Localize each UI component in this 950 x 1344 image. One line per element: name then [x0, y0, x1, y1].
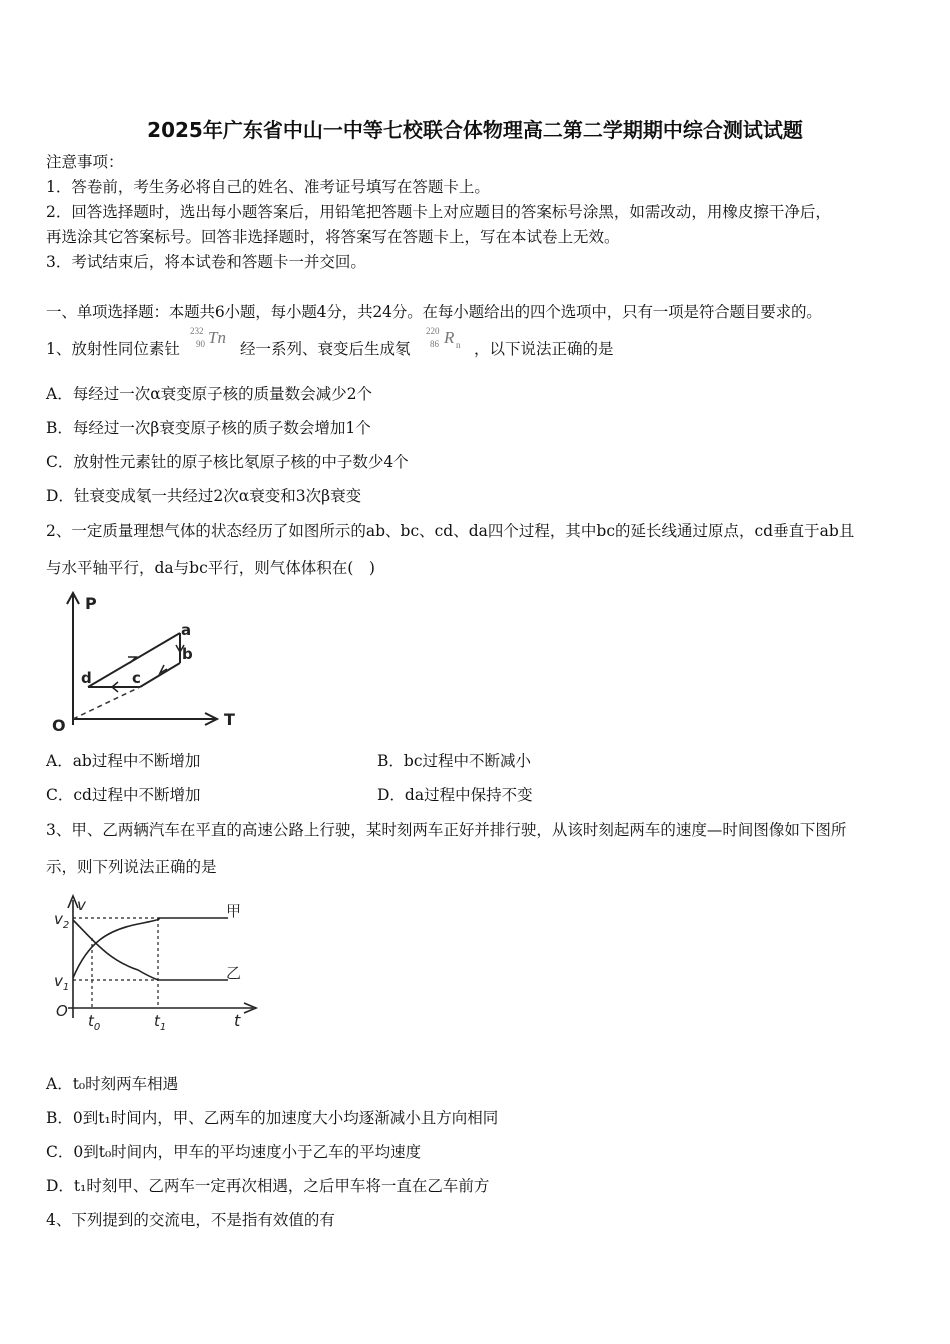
- bc-extension-dashed: [73, 687, 140, 719]
- q1-option-b[interactable]: B．每经过一次β衰变原子核的质子数会增加1个: [46, 419, 371, 437]
- point-label-a: a: [181, 621, 192, 639]
- label-t0-sub: 0: [93, 1022, 101, 1033]
- curve-jia: [73, 918, 228, 978]
- q3-stem-line2: 示，则下列说法正确的是: [46, 858, 217, 876]
- label-v1-main: v: [54, 972, 63, 990]
- axis-label-t-time: t: [234, 1011, 241, 1030]
- q3-option-c[interactable]: C．0到t₀时间内，甲车的平均速度小于乙车的平均速度: [46, 1143, 422, 1161]
- point-label-b: b: [182, 645, 193, 663]
- origin-label: O: [52, 716, 66, 735]
- page-title: 2025年广东省中山一中等七校联合体物理高二第二学期期中综合测试试题: [147, 118, 803, 142]
- q1-stem-part2: 经一系列、衰变后生成氡: [240, 340, 411, 358]
- iso1-mass: 232: [190, 326, 204, 336]
- q2-stem-line1: 2、一定质量理想气体的状态经历了如图所示的ab、bc、cd、da四个过程，其中bc的延长线通过原点，cd垂直于ab且: [46, 522, 855, 540]
- q2-stem-line2: 与水平轴平行，da与bc平行，则气体体积在( ): [46, 559, 375, 577]
- notice-item-3: 3．考试结束后，将本试卷和答题卡一并交回。: [46, 253, 366, 271]
- label-v2-main: v: [54, 910, 63, 928]
- label-v2-sub: 2: [62, 920, 70, 931]
- label-v1: [54, 972, 69, 993]
- notice-item-2-cont: 再选涂其它答案标号。回答非选择题时，将答案写在答题卡上，写在本试卷上无效。: [46, 228, 620, 246]
- point-label-c: c: [132, 669, 141, 687]
- q1-option-c[interactable]: C．放射性元素钍的原子核比氡原子核的中子数少4个: [46, 453, 409, 471]
- q2-option-a[interactable]: A．ab过程中不断增加: [46, 752, 201, 770]
- axis-label-v: v: [77, 896, 86, 914]
- label-yi: 乙: [226, 964, 242, 982]
- pt-graph-figure: [40, 585, 255, 740]
- q1-stem-part3: ，以下说法正确的是: [474, 340, 614, 358]
- q3-option-d[interactable]: D．t₁时刻甲、乙两车一定再次相遇，之后甲车将一直在乙车前方: [46, 1177, 490, 1195]
- label-t1-sub: 1: [159, 1022, 167, 1033]
- section-heading: 一、单项选择题：本题共6小题，每小题4分，共24分。在每小题给出的四个选项中，只有一项是符合题目要求的。: [46, 303, 822, 321]
- q1-option-d[interactable]: D．钍衰变成氡一共经过2次α衰变和3次β衰变: [46, 487, 362, 505]
- q3-option-b[interactable]: B．0到t₁时间内，甲、乙两车的加速度大小均逐渐减小且方向相同: [46, 1109, 499, 1127]
- axis-label-p: P: [85, 594, 97, 613]
- notice-item-1: 1．答卷前，考生务必将自己的姓名、准考证号填写在答题卡上。: [46, 178, 490, 196]
- label-t1-main: t: [154, 1012, 160, 1030]
- notice-heading: 注意事项：: [46, 153, 124, 171]
- thorium-isotope-symbol: [190, 326, 230, 356]
- label-v2: [54, 910, 69, 931]
- iso2-atomic: 86: [430, 339, 439, 349]
- iso1-symbol: Tn: [208, 328, 226, 347]
- label-t0: [88, 1012, 100, 1033]
- q3-option-a[interactable]: A．t₀时刻两车相遇: [46, 1075, 179, 1093]
- label-jia: 甲: [226, 902, 242, 920]
- line-bc: [140, 663, 180, 687]
- label-t0-main: t: [88, 1012, 94, 1030]
- q3-stem-line1: 3、甲、乙两辆汽车在平直的高速公路上行驶，某时刻两车正好并排行驶，从该时刻起两车的速度—时间图像如下图所: [46, 821, 847, 839]
- point-label-d: d: [81, 669, 92, 687]
- iso1-atomic: 90: [196, 339, 205, 349]
- label-v1-sub: 1: [62, 982, 70, 993]
- axis-label-t: T: [224, 710, 235, 729]
- vt-graph-figure: [48, 890, 268, 1035]
- iso2-symbol: R: [444, 328, 455, 347]
- curve-yi: [73, 920, 228, 980]
- origin-label-o: O: [56, 1002, 68, 1020]
- q1-stem-part1: 1、放射性同位素钍: [46, 340, 180, 358]
- q1-option-a[interactable]: A．每经过一次α衰变原子核的质量数会减少2个: [46, 385, 373, 403]
- label-t1: [154, 1012, 166, 1033]
- iso2-mass: 220: [426, 326, 440, 336]
- q2-option-b[interactable]: B．bc过程中不断减小: [377, 752, 531, 770]
- q2-option-c[interactable]: C．cd过程中不断增加: [46, 786, 201, 804]
- radon-isotope-symbol: [426, 326, 466, 356]
- notice-item-2: 2．回答选择题时，选出每小题答案后，用铅笔把答题卡上对应题目的答案标号涂黑，如需改动，用橡皮擦干净后，: [46, 203, 831, 221]
- q4-stem: 4、下列提到的交流电，不是指有效值的有: [46, 1211, 335, 1229]
- iso2-sub: n: [456, 340, 461, 350]
- q2-option-d[interactable]: D．da过程中保持不变: [377, 786, 533, 804]
